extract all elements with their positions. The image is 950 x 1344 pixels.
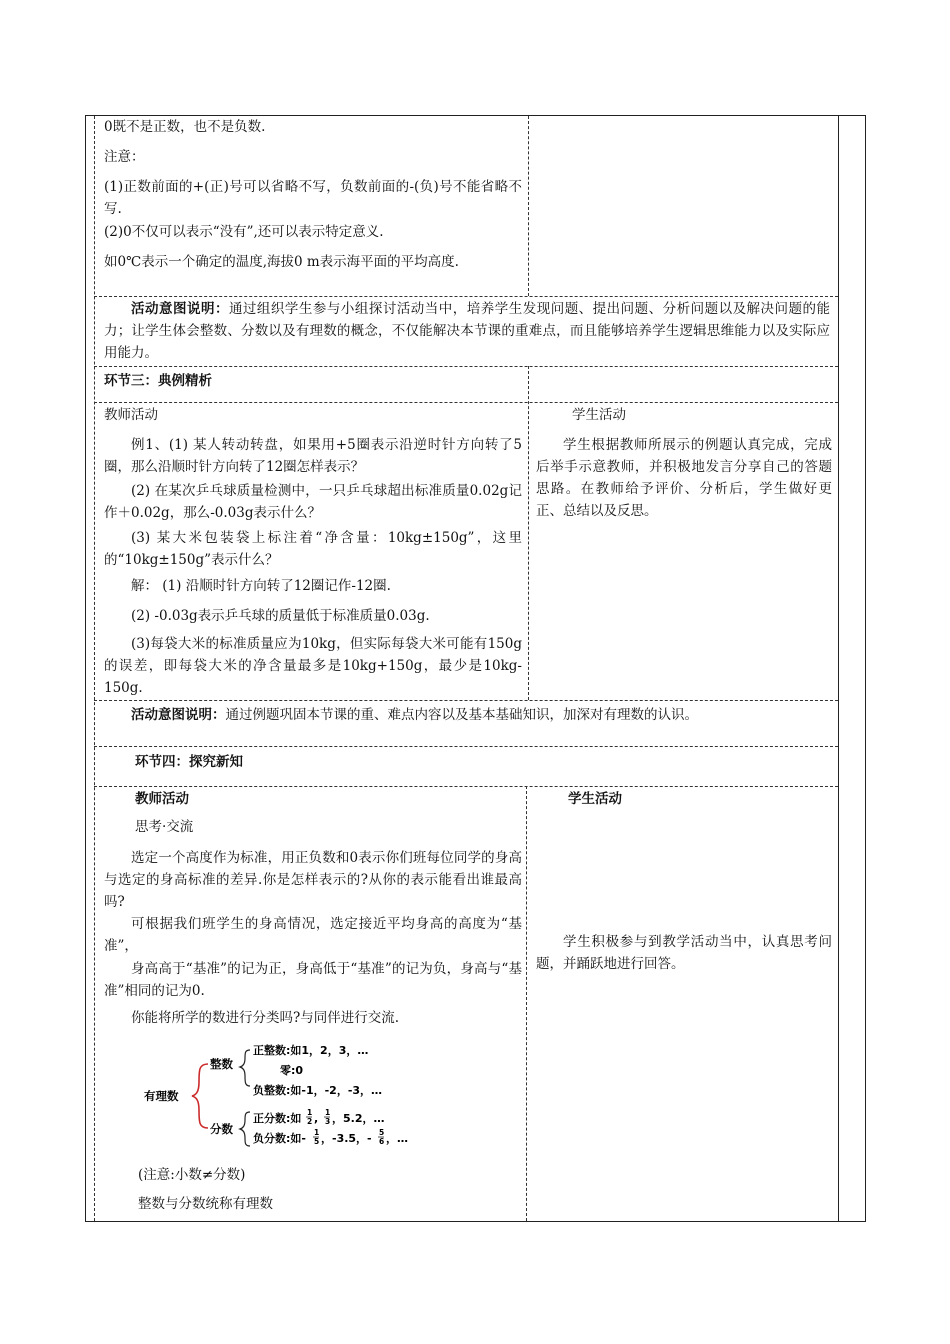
section-title-4: 环节四：探究新知: [135, 754, 243, 770]
conclusion-line: 整数与分数统称有理数: [138, 1196, 273, 1212]
text-line: (1)正数前面的+(正)号可以省略不写，负数前面的-(负)号不能省略不写.: [104, 179, 522, 217]
section3-student-text: 学生根据教师所展示的例题认真完成，完成后举手示意教师，并积极地发言分享自己的答题思路。在教师给予评价、分析后，学生做好更正、总结以及反思。: [536, 437, 832, 519]
border-right-inner: [838, 115, 839, 1222]
example-question-2: (2) 在某次乒乓球质量检测中，一只乒乓球超出标准质量0.02g记作＋0.02g，那么-0.03g表示什么？: [104, 483, 522, 521]
text-line: (2)0不仅可以表示“没有”,还可以表示特定意义.: [104, 224, 384, 240]
student-activity-header: 学生活动: [572, 407, 626, 423]
student-activity-header: 学生活动: [568, 791, 622, 807]
frac-1-num: 1: [307, 1108, 313, 1117]
negative-fraction-mid: ，-3.5，-: [321, 1132, 372, 1145]
frac-3-num: 1: [314, 1128, 320, 1137]
intent-text: 通过组织学生参与小组探讨活动当中，培养学生发现问题、提出问题、分析问题以及解决问题的能力；让学生体会整数、分数以及有理数的概念，不仅能解决本节课的重难点，而且能够培养学生逻辑思维能力以及实际应用能力。: [104, 301, 831, 361]
frac-2-num: 1: [325, 1108, 331, 1117]
activity-intent-1: [104, 298, 830, 364]
frac-4-den: 6: [379, 1137, 385, 1146]
positive-fraction-rest: ，5.2，…: [332, 1112, 385, 1125]
text-paragraph: 身高高于“基准”的记为正，身高低于“基准”的记为负，身高与“基准”相同的记为0.: [104, 961, 522, 999]
root-brace: [192, 1064, 208, 1128]
note-line: (注意:小数≠分数): [138, 1167, 246, 1183]
text-paragraph: 可根据我们班学生的身高情况，选定接近平均身高的高度为“基准”，: [104, 916, 522, 954]
section4-student-text: 学生积极参与到教学活动当中，认真思考问题，并踊跃地进行回答。: [536, 934, 832, 972]
text-line: 如0℃表示一个确定的温度,海拔0 m表示海平面的平均高度.: [104, 254, 459, 270]
solution-2: (2) -0.03g表示乒乓球的质量低于标准质量0.03g.: [131, 608, 430, 624]
example-question-3: (3) 某大米包装袋上标注着“净含量：10kg±150g”，这里的“10kg±150g”表示什么？: [104, 530, 522, 568]
text-paragraph: 选定一个高度作为标准，用正负数和0表示你们班每位同学的身高与选定的身高标准的差异.你是怎样表示的?从你的表示能看出谁最高吗?: [104, 850, 522, 910]
text-line: 0既不是正数，也不是负数.: [104, 119, 266, 135]
section-title-3: 环节三：典例精析: [104, 373, 212, 389]
teacher-activity-header: 教师活动: [104, 407, 158, 423]
zero-line: 零:0: [280, 1064, 304, 1077]
frac-2-den: 3: [325, 1117, 331, 1126]
text-line: 注意：: [104, 149, 145, 165]
frac-3-den: 5: [314, 1137, 320, 1146]
border-left: [85, 115, 86, 1222]
diagram-root-label: 有理数: [144, 1089, 179, 1103]
solution-1: 解： (1) 沿顺时针方向转了12圈记作-12圈.: [131, 578, 391, 594]
positive-fraction-prefix: 正分数:如: [253, 1112, 302, 1125]
frac-1-den: 2: [307, 1117, 313, 1126]
negative-fraction-prefix: 负分数:如-: [253, 1132, 306, 1145]
intent-label: 活动意图说明：: [131, 707, 226, 723]
intent-text: 通过例题巩固本节课的重、难点内容以及基本基础知识，加深对有理数的认识。: [225, 707, 698, 723]
activity-intent-2: [104, 704, 830, 726]
diagram-fraction-label: 分数: [210, 1122, 233, 1136]
rational-number-classification-diagram: [136, 1040, 416, 1150]
fraction-brace: [240, 1112, 250, 1146]
solution-3: (3)每袋大米的标准质量应为10kg，但实际每袋大米可能有150g的误差，即每袋大米的净含量最多是10kg+150g，最少是10kg-150g.: [104, 636, 522, 696]
example-question-1: 例1、(1) 某人转动转盘，如果用+5圈表示沿逆时针方向转了5圈，那么沿顺时针方向转了12圈怎样表示？: [104, 437, 522, 475]
border-right-outer: [865, 115, 866, 1222]
intent-label: 活动意图说明：: [131, 301, 229, 317]
positive-integer-line: 正整数:如1，2，3，…: [253, 1044, 369, 1057]
teacher-activity-header: 教师活动: [135, 791, 189, 807]
border-bottom: [85, 1221, 866, 1222]
integer-brace: [240, 1050, 250, 1086]
text-paragraph: 你能将所学的数进行分类吗?与同伴进行交流.: [131, 1010, 400, 1026]
think-exchange-heading: 思考·交流: [135, 819, 194, 835]
negative-integer-line: 负整数:如-1，-2，-3，…: [253, 1084, 383, 1097]
negative-fraction-rest: ，…: [386, 1132, 408, 1145]
comma-sep: ,: [314, 1112, 319, 1125]
diagram-integer-label: 整数: [210, 1057, 233, 1071]
frac-4-num: 5: [379, 1128, 385, 1137]
